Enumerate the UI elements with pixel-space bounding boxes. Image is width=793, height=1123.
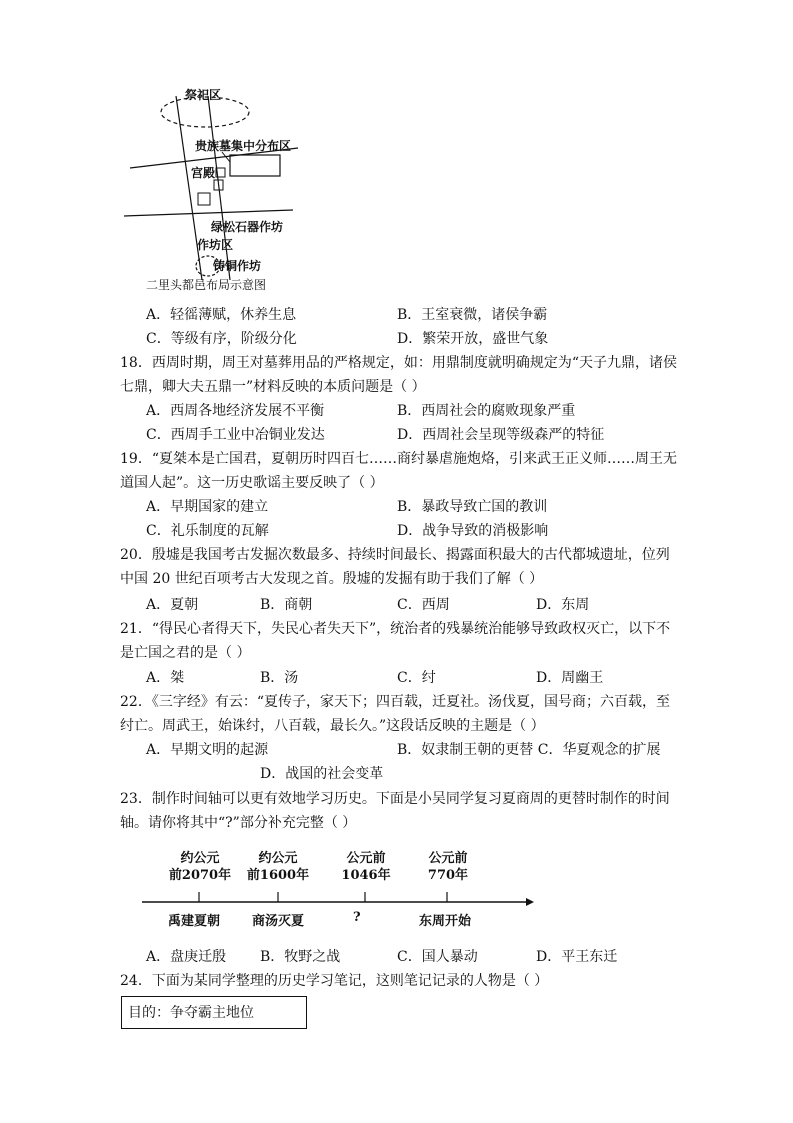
q18-stem-line1: 18．西周时期，周王对墓葬用品的严格规定，如：用鼎制度就明确规定为“天子九鼎，诸侯	[120, 355, 677, 371]
q21-option-b[interactable]: B．汤	[260, 670, 299, 686]
q18-option-b[interactable]: B．西周社会的腐败现象严重	[397, 403, 576, 419]
q20-option-c[interactable]: C．西周	[397, 597, 450, 613]
q20-option-b[interactable]: B．商朝	[260, 597, 313, 613]
q22-option-a[interactable]: A．早期文明的起源	[146, 742, 269, 758]
map-label-turquoise: 绿松石器作坊	[211, 220, 284, 234]
q23-option-d[interactable]: D．平王东迁	[536, 949, 618, 965]
q17-option-b[interactable]: B．王室衰微，诸侯争霸	[397, 307, 548, 323]
q19-option-d[interactable]: D．战争导致的消极影响	[397, 523, 549, 539]
timeline-axis	[140, 880, 535, 910]
map-label-workshop: 作坊区	[197, 238, 234, 252]
q18-stem-line2: 七鼎，卿大夫五鼎一”材料反映的本质问题是（ ）	[120, 379, 426, 395]
study-note-box	[121, 996, 307, 1029]
q23-stem-line2: 轴。请你将其中“?”部分补充完整（ ）	[120, 815, 357, 831]
q22-stem-line1: 22．《三字经》有云：“夏传子，家天下；四百载，迁夏社。汤伐夏，国号商；六百载，至	[120, 694, 670, 710]
q17-option-a[interactable]: A．轻徭薄赋，休养生息	[146, 307, 297, 323]
q18-option-d[interactable]: D．西周社会呈现等级森严的特征	[397, 427, 605, 443]
q23-stem-line1: 23．制作时间轴可以更有效地学习历史。下面是小吴同学复习夏商周的更替时制作的时间	[120, 791, 670, 807]
timeline-date-4: 公元前 770年	[427, 851, 469, 883]
q23-option-b[interactable]: B．牧野之战	[260, 949, 341, 965]
q21-option-a[interactable]: A．桀	[146, 670, 185, 686]
q21-stem-line2: 是亡国之君的是（ ）	[120, 645, 251, 661]
q23-option-a[interactable]: A．盘庚迁殷	[146, 949, 227, 965]
map-caption: 二里头都邑布局示意图	[146, 278, 267, 292]
map-label-palace: 宫殿	[191, 166, 216, 180]
q21-option-c[interactable]: C．纣	[397, 670, 436, 686]
q19-option-c[interactable]: C．礼乐制度的瓦解	[146, 523, 269, 539]
timeline-event-2: 商汤灭夏	[252, 914, 305, 929]
q24-stem: 24．下面为某同学整理的历史学习笔记，这则笔记记录的人物是（ ）	[120, 973, 549, 989]
q20-option-d[interactable]: D．东周	[536, 597, 590, 613]
map-label-bronze: 铸铜作坊	[213, 259, 262, 273]
timeline-event-4: 东周开始	[419, 914, 472, 929]
q19-option-a[interactable]: A．早期国家的建立	[146, 499, 269, 515]
q22-option-d[interactable]: D．战国的社会变革	[260, 766, 384, 782]
q20-option-a[interactable]: A．夏朝	[146, 597, 199, 613]
q21-stem-line1: 21．“得民心者得天下，失民心者失天下”，统治者的残暴统治能够导致政权灭亡，以下不	[120, 621, 671, 637]
q22-stem-line2: 纣亡。周武王，始诛纣，八百载，最长久。”这段话反映的主题是（ ）	[120, 718, 545, 734]
map-label-sacrifice: 祭祀区	[185, 88, 222, 102]
timeline-event-3: ?	[353, 910, 361, 925]
timeline-event-1: 禹建夏朝	[168, 914, 221, 929]
study-note-text: 目的：争夺霸主地位	[128, 1005, 254, 1021]
q20-stem-line1: 20．殷墟是我国考古发掘次数最多、持续时间最长、揭露面积最大的古代都城遗址，位列	[120, 547, 670, 563]
q22-option-b-c[interactable]: B．奴隶制王朝的更替 C．华夏观念的扩展	[397, 742, 661, 758]
q17-option-d[interactable]: D．繁荣开放，盛世气象	[397, 331, 549, 347]
timeline-date-2: 约公元 前1600年	[246, 851, 310, 883]
q19-stem-line1: 19．“夏桀本是亡国君，夏朝历时四百七……商纣暴虐施炮烙，引来武王正义师……周王无	[120, 451, 677, 467]
q18-option-a[interactable]: A．西周各地经济发展不平衡	[146, 403, 325, 419]
timeline-date-3: 公元前 1046年	[341, 851, 391, 883]
q19-option-b[interactable]: B．暴政导致亡国的教训	[397, 499, 548, 515]
q19-stem-line2: 道国人起”。这一历史歌谣主要反映了（ ）	[120, 475, 384, 491]
q20-stem-line2: 中国 20 世纪百项考古大发现之首。殷墟的发掘有助于我们了解（ ）	[120, 571, 544, 587]
timeline-date-1: 约公元 前2070年	[168, 851, 232, 883]
q18-option-c[interactable]: C．西周手工业中冶铜业发达	[146, 427, 325, 443]
q17-option-c[interactable]: C．等级有序，阶级分化	[146, 331, 297, 347]
q21-option-d[interactable]: D．周幽王	[536, 670, 604, 686]
map-label-noble-tombs: 贵族墓集中分布区	[195, 139, 292, 153]
q23-option-c[interactable]: C．国人暴动	[397, 949, 478, 965]
